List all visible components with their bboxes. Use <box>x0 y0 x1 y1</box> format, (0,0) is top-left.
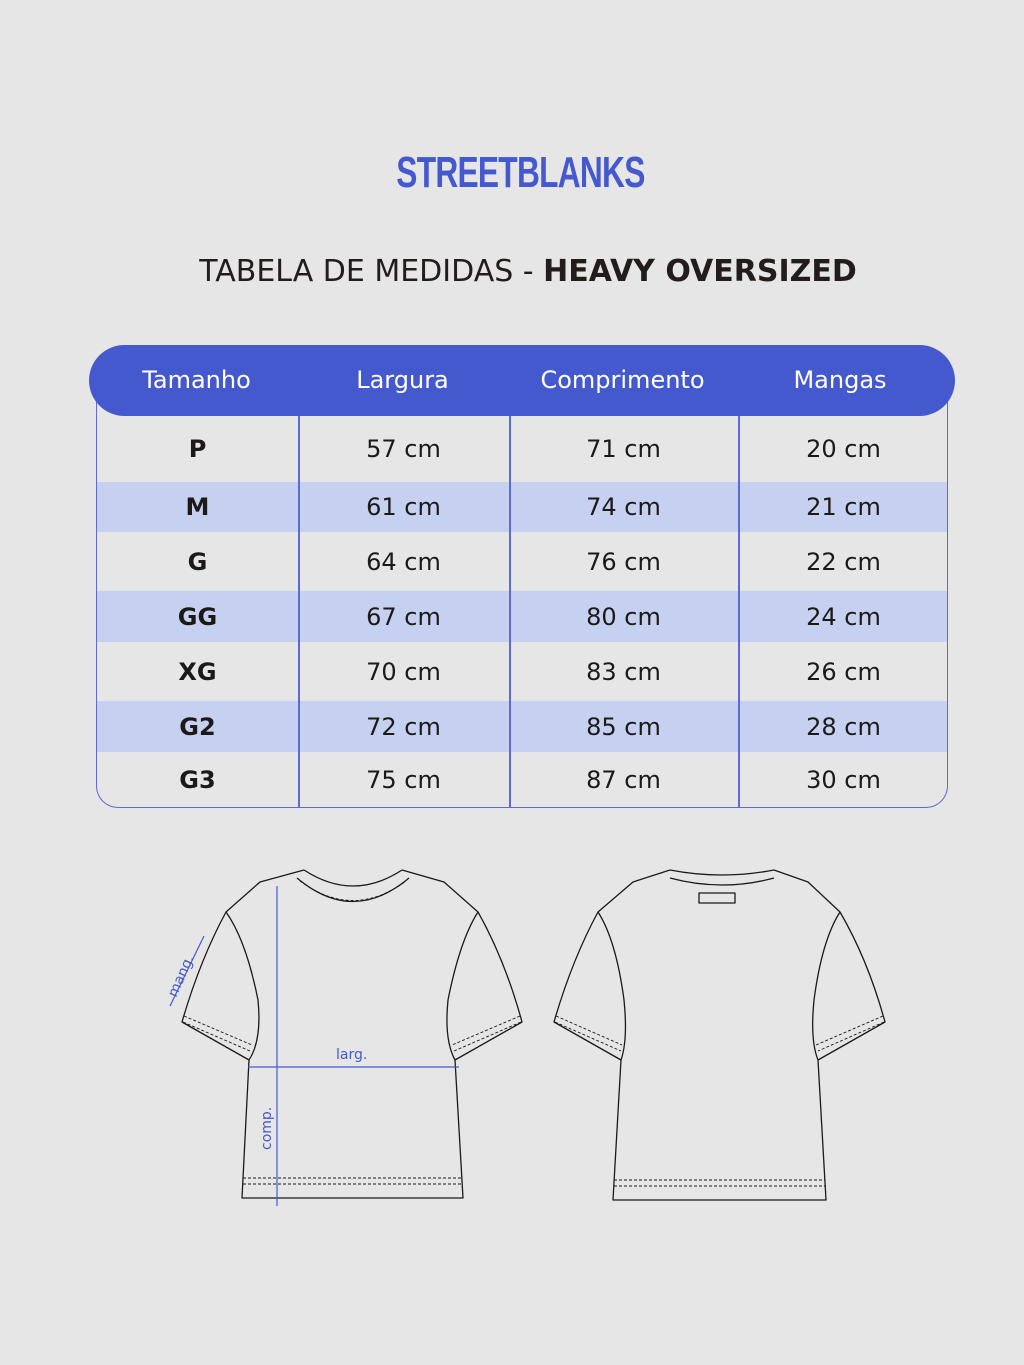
table-row <box>97 532 948 591</box>
length-label: comp. <box>259 1106 275 1150</box>
table-row <box>97 482 948 532</box>
table-header <box>89 345 955 416</box>
length-cell: 76 cm <box>586 547 661 576</box>
page-title <box>0 254 1024 289</box>
title-prefix: TABELA DE MEDIDAS - <box>199 254 544 289</box>
header-tamanho: Tamanho <box>142 366 251 394</box>
size-cell: M <box>185 493 210 521</box>
size-cell: G3 <box>179 766 216 794</box>
length-cell: 83 cm <box>586 657 661 686</box>
size-table <box>96 372 948 808</box>
size-cell: XG <box>178 657 217 686</box>
header-comprimento: Comprimento <box>540 366 705 394</box>
width-cell: 75 cm <box>366 766 441 794</box>
column-divider <box>509 416 511 808</box>
size-cell: P <box>188 435 207 463</box>
size-cell: G <box>187 547 208 576</box>
length-cell: 85 cm <box>586 712 661 741</box>
front-tshirt-illustration <box>182 870 522 1198</box>
sleeve-cell: 24 cm <box>806 602 881 631</box>
sleeve-cell: 26 cm <box>806 657 881 686</box>
tshirt-diagram <box>0 840 1024 1240</box>
sleeve-label: mang. <box>165 952 198 1000</box>
size-cell: GG <box>177 602 218 631</box>
width-label: larg. <box>336 1047 368 1063</box>
sleeve-cell: 20 cm <box>806 435 881 463</box>
width-cell: 64 cm <box>366 547 441 576</box>
sleeve-cell: 28 cm <box>806 712 881 741</box>
sleeve-cell: 22 cm <box>806 547 881 576</box>
header-largura: Largura <box>356 366 449 394</box>
table-row <box>97 752 948 808</box>
length-cell: 87 cm <box>586 766 661 794</box>
brand-wordmark: STREETBLANKS <box>395 148 645 197</box>
back-tshirt-illustration <box>554 870 885 1200</box>
length-cell: 71 cm <box>586 435 661 463</box>
header-mangas: Mangas <box>793 366 887 394</box>
width-cell: 67 cm <box>366 602 441 631</box>
table-row <box>97 591 948 642</box>
length-cell: 74 cm <box>586 493 661 521</box>
brand-logo <box>0 148 1024 198</box>
width-cell: 72 cm <box>366 712 441 741</box>
width-cell: 70 cm <box>366 657 441 686</box>
table-row <box>97 416 948 482</box>
title-emphasis: HEAVY OVERSIZED <box>543 254 857 289</box>
width-cell: 57 cm <box>366 435 441 463</box>
sleeve-cell: 21 cm <box>806 493 881 521</box>
size-cell: G2 <box>179 712 216 741</box>
length-cell: 80 cm <box>586 602 661 631</box>
column-divider <box>298 416 300 808</box>
sleeve-cell: 30 cm <box>806 766 881 794</box>
column-divider <box>738 416 740 808</box>
width-cell: 61 cm <box>366 493 441 521</box>
table-row <box>97 701 948 752</box>
table-row <box>97 642 948 701</box>
